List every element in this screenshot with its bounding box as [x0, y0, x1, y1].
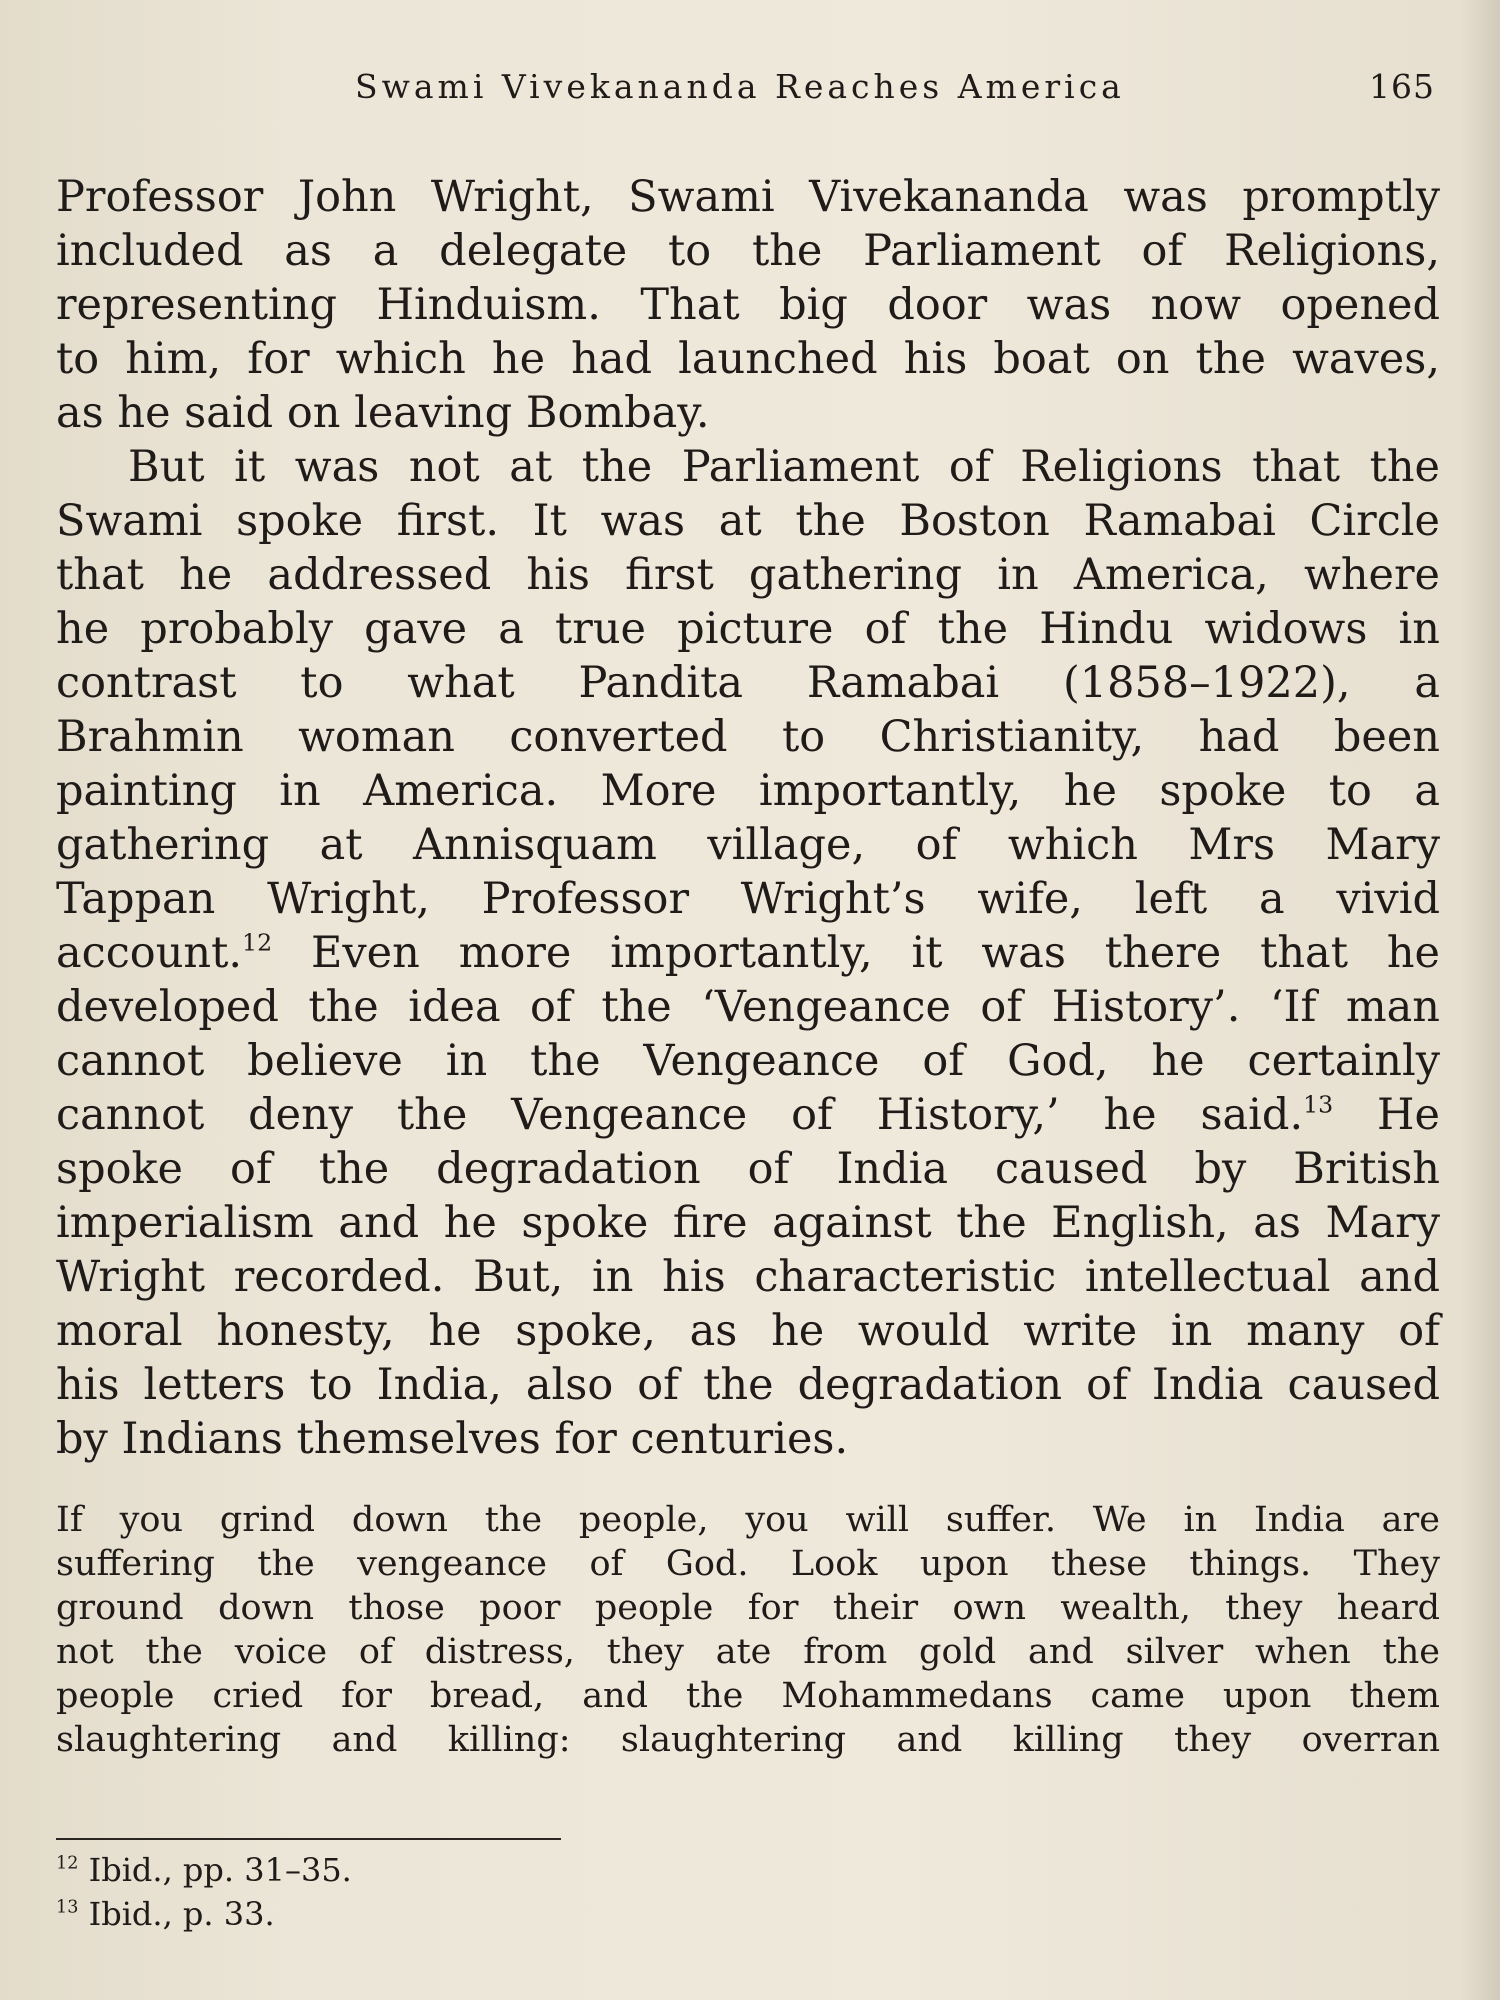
body-line: that he addressed his first gathering in America, where: [56, 550, 1440, 600]
footnote: [56, 1892, 756, 1936]
body-line: developed the idea of the ‘Vengeance of History’. ‘If man: [56, 982, 1440, 1032]
footnote-number: 12: [56, 1853, 79, 1874]
body-line: cannot believe in the Vengeance of God, he certainly: [56, 1036, 1440, 1086]
body-line-text: account.: [56, 928, 243, 978]
body-line: But it was not at the Parliament of Religions that the: [128, 442, 1440, 492]
body-line: painting in America. More importantly, he spoke to a: [56, 766, 1440, 816]
body-line-text: cannot deny the Vengeance of History,’ he said.: [56, 1090, 1304, 1140]
body-line: as he said on leaving Bombay.: [56, 388, 710, 438]
quote-line: ground down those poor people for their own wealth, they heard: [56, 1588, 1440, 1628]
footnote-reference[interactable]: 13: [1303, 1090, 1334, 1119]
body-text: [56, 170, 1440, 1466]
body-line: moral honesty, he spoke, as he would write in many of: [56, 1306, 1440, 1356]
body-line: Wright recorded. But, in his characteristic intellectual and: [56, 1252, 1440, 1302]
body-line: imperialism and he spoke fire against the English, as Mary: [56, 1198, 1440, 1248]
footnotes: [56, 1848, 756, 1936]
running-head: [355, 62, 1435, 112]
footnote-text: Ibid., p. 33.: [88, 1895, 275, 1933]
body-line: [56, 926, 1440, 980]
body-line: included as a delegate to the Parliament of Religions,: [56, 226, 1440, 276]
body-line: Professor John Wright, Swami Vivekananda was promptly: [56, 172, 1440, 222]
quote-line: slaughtering and killing: slaughtering and killing they overran: [56, 1720, 1440, 1760]
body-line: gathering at Annisquam village, of which Mrs Mary: [56, 820, 1440, 870]
body-line: Brahmin woman converted to Christianity, had been: [56, 712, 1440, 762]
body-line: by Indians themselves for centuries.: [56, 1414, 849, 1464]
body-line: he probably gave a true picture of the Hindu widows in: [56, 604, 1440, 654]
page-edge-shadow: [1460, 0, 1500, 2000]
quote-line: If you grind down the people, you will suffer. We in India are: [56, 1500, 1440, 1540]
body-line-text: He: [1333, 1090, 1440, 1140]
footnote: [56, 1848, 756, 1892]
footnote-text: Ibid., pp. 31–35.: [88, 1851, 352, 1889]
body-line: Swami spoke first. It was at the Boston Ramabai Circle: [56, 496, 1440, 546]
body-line-text: Even more importantly, it was there that he: [272, 928, 1440, 978]
quote-line: people cried for bread, and the Mohammedans came upon them: [56, 1676, 1440, 1716]
page-number: 165: [1369, 67, 1435, 106]
footnote-number: 13: [56, 1897, 79, 1918]
body-line: representing Hinduism. That big door was now opened: [56, 280, 1440, 330]
block-quote: [56, 1498, 1440, 1762]
quote-line: not the voice of distress, they ate from gold and silver when the: [56, 1632, 1440, 1672]
body-line: contrast to what Pandita Ramabai (1858–1922), a: [56, 658, 1440, 708]
body-line: his letters to India, also of the degradation of India caused: [56, 1360, 1440, 1410]
quote-line: suffering the vengeance of God. Look upon these things. They: [56, 1544, 1440, 1584]
running-head-title: Swami Vivekananda Reaches America: [355, 67, 1125, 106]
body-line: spoke of the degradation of India caused by British: [56, 1144, 1440, 1194]
footnote-divider: [56, 1838, 561, 1840]
body-line: [56, 1088, 1440, 1142]
body-line: to him, for which he had launched his boat on the waves,: [56, 334, 1440, 384]
footnote-reference[interactable]: 12: [242, 928, 273, 957]
body-line: Tappan Wright, Professor Wright’s wife, left a vivid: [56, 874, 1440, 924]
